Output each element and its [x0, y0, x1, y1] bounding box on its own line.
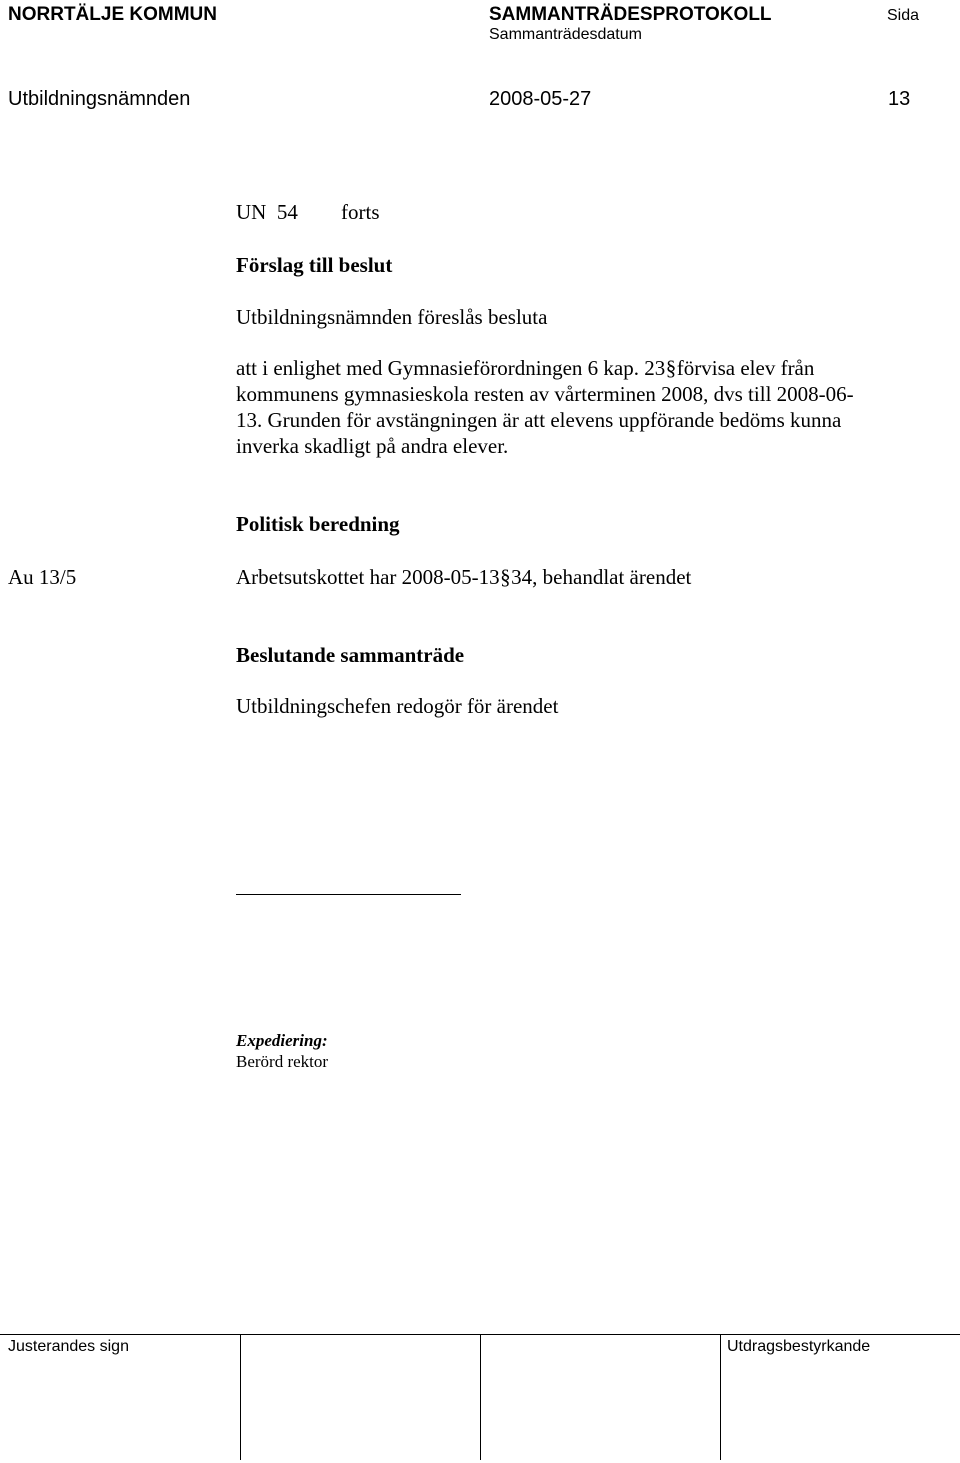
proposal-text — [236, 355, 876, 459]
preparation-heading — [236, 512, 400, 537]
margin-reference: Au 13/5 — [8, 565, 77, 589]
proposal-heading: Förslag till beslut — [236, 253, 393, 277]
preparation-text-a: Arbetsutskottet har 2008-05-13 — [236, 565, 500, 589]
section-symbol: § — [665, 356, 677, 380]
item-number — [236, 200, 298, 225]
preparation-heading-text: Politisk beredning — [236, 512, 400, 536]
meeting-date: 2008-05-27 — [489, 88, 592, 110]
footer-divider-2 — [480, 1334, 481, 1460]
municipality-name: NORRTÄLJE KOMMUN — [8, 4, 217, 25]
page-label: Sida — [887, 7, 920, 24]
document-type: SAMMANTRÄDESPROTOKOLL — [489, 4, 772, 25]
extract-certification-label: Utdragsbestyrkande — [727, 1338, 871, 1355]
committee-name: Utbildningsnämnden — [8, 88, 191, 110]
item-prefix: UN 54 — [236, 200, 298, 224]
footer-divider-1 — [240, 1334, 241, 1460]
footer-divider-3 — [720, 1334, 721, 1460]
proposal-intro: Utbildningsnämnden föreslås besluta — [236, 305, 548, 329]
preparation-text-b: 34, behandlat ärendet — [511, 565, 692, 589]
preparation-text — [236, 565, 691, 590]
meeting-heading: Beslutande sammanträde — [236, 643, 465, 667]
proposal-text-a: att i enlighet med Gymnasieförordningen 6 kap. 23 — [236, 356, 666, 380]
meeting-date-label: Sammanträdesdatum — [489, 26, 642, 43]
signature-line — [236, 894, 461, 895]
meeting-text: Utbildningschefen redogör för ärendet — [236, 694, 559, 718]
justification-sign-label: Justerandes sign — [8, 1338, 129, 1355]
dispatch-heading: Expediering: — [236, 1031, 328, 1050]
proposal-text-b: förvisa elev från kommunens gymnasieskola resten av vårterminen 2008, dvs till 2008-06-13. Grunden för avstängningen är att elevens uppförande bedöms kunna inverka skadligt på andra elever. — [236, 356, 854, 458]
section-symbol: § — [500, 565, 511, 589]
dispatch-recipient: Berörd rektor — [236, 1052, 329, 1071]
page-number: 13 — [888, 88, 911, 110]
item-continued: forts — [341, 200, 380, 224]
